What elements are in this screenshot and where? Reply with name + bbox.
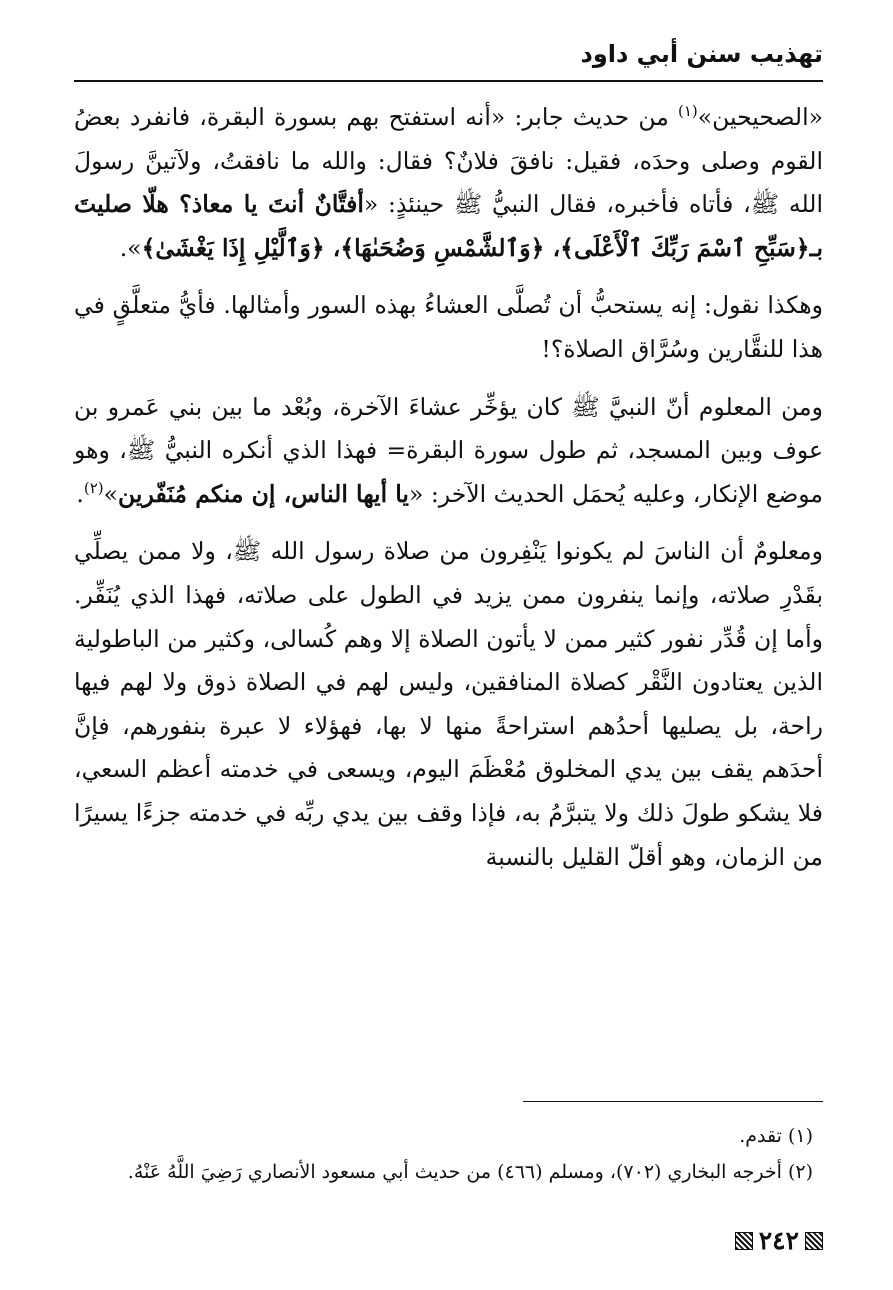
paragraph-3 bbox=[74, 386, 823, 517]
ornament-icon bbox=[805, 1232, 823, 1250]
footnote-text: تقدم. bbox=[739, 1125, 782, 1147]
footnote-text: أخرجه البخاري (٧٠٢)، ومسلم (٤٦٦) من حديث أبي مسعود الأنصاري رَضِيَ اللَّهُ عَنْهُ. bbox=[127, 1161, 782, 1183]
paragraph-1 bbox=[74, 96, 823, 270]
paragraph-4: ومعلومٌ أن الناسَ لم يكونوا يَنْفِرون من صلاة رسول الله ﷺ، ولا ممن يصلِّي بقَدْرِ صلاته، وإنما ينفرون ممن يزيد في الطول على صلاته، فهذا الذي يُنَفِّر. وأما إن قُدِّر نفور كثير ممن لا يأتون الصلاة إلا وهم كُسالى، وكثير من الباطولية الذين يعتادون النَّقْر كصلاة المنافقين، وليس لهم في الصلاة ذوق ولا لهم فيها راحة، بل يصليها أحدُهم استراحةً منها لا بها، فهؤلاء لا عبرة بنفورهم، فإنَّ أحدَهم يقف بين يدي المخلوق مُعْظَمَ اليوم، ويسعى في خدمته أعظم السعي، فلا يشكو طولَ ذلك ولا يتبرَّمُ به، فإذا وقف بين يدي ربِّه في خدمته جزءًا يسيرًا من الزمان، وهو أقلّ القليل بالنسبة bbox=[74, 537, 823, 871]
footnote-separator bbox=[523, 1101, 823, 1102]
text-run: ». bbox=[119, 233, 142, 262]
text-run: من حديث جابر: «أنه استفتح بهم بسورة البقرة، فانفرد بعضُ القوم وصلى وحدَه، فقيل: نافقَ فلانٌ؟ فقال: والله ما نافقتُ، ولآتينَّ رسولَ الله ﷺ، فأتاه فأخبره، فقال النبيُّ ﷺ حينئذٍ: « bbox=[74, 103, 823, 219]
footnote-2 bbox=[74, 1154, 813, 1190]
text-run: » bbox=[103, 479, 119, 508]
text-run: «الصحيحين» bbox=[697, 103, 823, 131]
main-text bbox=[74, 96, 823, 879]
footnote-reference-1[interactable]: (١) bbox=[677, 102, 698, 121]
paragraph-2: وهكذا نقول: إنه يستحبُّ أن تُصلَّى العشاءُ بهذه السور وأمثالها. فأيُّ متعلَّقٍ في هذا للنقَّارين وسُرَّاق الصلاة؟! bbox=[74, 291, 823, 363]
ornament-icon bbox=[735, 1232, 753, 1250]
page-number-block bbox=[735, 1226, 823, 1255]
text-run: ومن المعلوم أنّ النبيَّ ﷺ كان يؤخِّر عشاءَ الآخرة، وبُعْد ما بين بني عَمرو بن عوف وبين المسجد، ثم طول سورة البقرة= فهذا الذي أنكره النبيُّ ﷺ، وهو موضع الإنكار، وعليه يُحمَل الحديث الآخر: « bbox=[74, 392, 823, 508]
page-number: ٢٤٢ bbox=[758, 1226, 799, 1255]
header-rule bbox=[74, 80, 823, 82]
footnote-number: (١) bbox=[787, 1125, 813, 1147]
footnote-1 bbox=[74, 1118, 813, 1154]
hadith-bold-text: أفتَّانٌ أنتَ يا معاذ؟ هلّا صليتَ بـ﴿سَبِّحِ ٱسْمَ رَبِّكَ ٱلْأَعْلَى﴾، ﴿وَٱلشَّمْسِ وَضُحَىٰهَا﴾، ﴿وَٱلَّيْلِ إِذَا يَغْشَىٰ﴾ bbox=[74, 190, 823, 262]
footnote-number: (٢) bbox=[787, 1161, 813, 1183]
footnotes bbox=[74, 1118, 813, 1190]
hadith-bold-text: يا أيها الناس، إن منكم مُنَفّرين bbox=[118, 479, 409, 508]
footnote-reference-2[interactable]: (٢) bbox=[83, 478, 104, 497]
text-run: . bbox=[76, 479, 84, 508]
running-header-title: تهذيب سنن أبي داود bbox=[580, 40, 823, 68]
